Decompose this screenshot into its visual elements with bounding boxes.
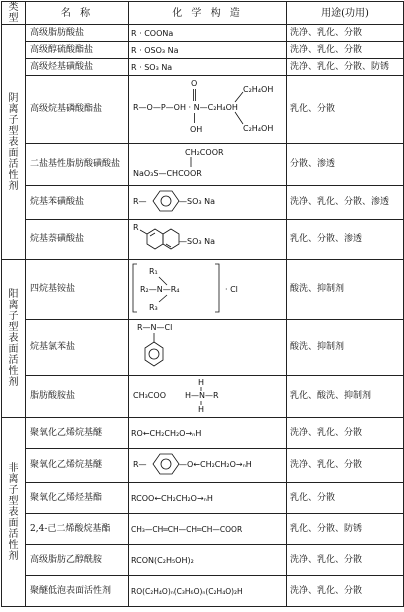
svg-text:R₂—N—R₄: R₂—N—R₄ (140, 285, 180, 294)
row-use: 洗净、乳化、分散 (287, 545, 404, 576)
row-structure: RCON(C₂H₅OH)₂ (129, 545, 287, 576)
row-use: 乳化、分散 (287, 483, 404, 514)
table-row (2, 320, 404, 376)
table-row (2, 376, 404, 418)
row-structure (129, 320, 287, 376)
naphthalene-structure (131, 220, 285, 256)
svg-text:R—: R— (133, 197, 147, 206)
svg-text:NaO₃S—CHCOOR: NaO₃S—CHCOOR (133, 169, 202, 178)
row-structure (129, 220, 287, 260)
benzene-ring-icon (153, 191, 179, 211)
row-use: 洗净、乳化、分散 (287, 418, 404, 449)
row-use: 洗净、乳化、分散、渗透 (287, 186, 404, 220)
row-structure (129, 186, 287, 220)
header-type: 类型 (2, 2, 26, 25)
header-row (2, 2, 404, 25)
alkylbenzene-structure (131, 186, 285, 216)
svg-text:—SO₃ Na: —SO₃ Na (179, 197, 216, 206)
row-name: 2,4-己二烯酸烷基酯 (26, 514, 129, 545)
header-structure: 化 学 构 造 (129, 2, 287, 25)
row-structure: R · OSO₃ Na (129, 42, 287, 59)
row-structure (129, 76, 287, 144)
row-use: 洗净、乳化、分散 (287, 576, 404, 607)
row-use: 洗净、乳化、分散、防锈 (287, 59, 404, 76)
table-row (2, 514, 404, 545)
table-row (2, 545, 404, 576)
svg-text:—O←CH₂CH₂O→ₙH: —O←CH₂CH₂O→ₙH (179, 460, 252, 469)
svg-text:H—N—R: H—N—R (185, 391, 219, 400)
svg-text:—SO₃ Na: —SO₃ Na (179, 237, 216, 246)
row-structure: CH₃—CH═CH—CH═CH—COOR (129, 514, 287, 545)
benzene-ring-icon (153, 454, 179, 474)
svg-text:R—: R— (133, 460, 147, 469)
table-row (2, 483, 404, 514)
row-use: 乳化、酸洗、抑制剂 (287, 376, 404, 418)
row-name: 高级醇硫酸酯盐 (26, 42, 129, 59)
benzene-ring-icon (145, 342, 163, 366)
row-use: 洗净、乳化、分散 (287, 449, 404, 483)
fatty-amine-salt-structure (131, 376, 285, 414)
row-name: 烷基萘磺酸盐 (26, 220, 129, 260)
table-row (2, 186, 404, 220)
table-row (2, 59, 404, 76)
row-name: 高级脂肪酸盐 (26, 25, 129, 42)
table-row (2, 418, 404, 449)
svg-text:R—O—P—OH · N—C₂H₄OH: R—O—P—OH · N—C₂H₄OH (133, 103, 238, 112)
svg-text:O: O (191, 79, 198, 88)
svg-text:C₂H₄OH: C₂H₄OH (243, 85, 274, 94)
row-use: 分散、渗透 (287, 144, 404, 186)
row-use: 乳化、分散、防锈 (287, 514, 404, 545)
row-name: 四烷基铵盐 (26, 260, 129, 320)
header-name: 名 称 (26, 2, 129, 25)
table-row (2, 260, 404, 320)
svg-text:· Cl: · Cl (225, 285, 238, 294)
svg-text:R₁: R₁ (149, 267, 158, 276)
surfactant-table (1, 1, 404, 607)
table-row (2, 42, 404, 59)
header-use: 用途(功用) (287, 2, 404, 25)
group-cationic: 阳离子型表面活性剂 (2, 260, 26, 418)
svg-text:H: H (198, 378, 205, 387)
row-use: 洗净、乳化、分散 (287, 42, 404, 59)
svg-text:H: H (198, 405, 205, 414)
svg-text:R—N—Cl: R—N—Cl (137, 323, 173, 332)
svg-text:CH₂COOR: CH₂COOR (185, 148, 224, 157)
svg-text:OH: OH (190, 125, 203, 134)
table-row (2, 25, 404, 42)
row-name: 聚氧化乙烯烷基醚 (26, 449, 129, 483)
svg-text:CH₃COO: CH₃COO (133, 391, 166, 400)
svg-text:R₃: R₃ (149, 303, 158, 312)
row-name: 高级烷基磷酸酯盐 (26, 76, 129, 144)
table-row (2, 220, 404, 260)
svg-text:C₂H₄OH: C₂H₄OH (243, 124, 274, 133)
sulfosuccinate-structure (131, 144, 285, 182)
group-nonionic: 非离子型表面活性剂 (2, 418, 26, 607)
row-name: 烷基氯苯盐 (26, 320, 129, 376)
table-row (2, 576, 404, 607)
row-name: 高级脂肪乙醇酰胺 (26, 545, 129, 576)
row-name: 烷基苯磺酸盐 (26, 186, 129, 220)
row-structure (129, 449, 287, 483)
row-name: 高级烃基磺酸盐 (26, 59, 129, 76)
phosphate-ester-structure (131, 76, 285, 140)
row-name: 脂肪酸胺盐 (26, 376, 129, 418)
row-use: 乳化、分散、渗透 (287, 220, 404, 260)
row-structure: R · COONa (129, 25, 287, 42)
row-name: 聚氧化乙烯烃基酯 (26, 483, 129, 514)
group-anionic: 阴离子型表面活性剂 (2, 25, 26, 260)
quaternary-ammonium-structure (131, 260, 285, 316)
row-name: 二盐基性脂肪酸磺酸盐 (26, 144, 129, 186)
table-row (2, 76, 404, 144)
row-structure: RO(C₂H₄O)ₙ(C₃H₆O)ₙ(C₂H₄O)₂H (129, 576, 287, 607)
row-structure (129, 260, 287, 320)
row-structure: R · SO₃ Na (129, 59, 287, 76)
row-structure: RO←CH₂CH₂O→ₙH (129, 418, 287, 449)
row-name: 聚醚低泡表面活性剂 (26, 576, 129, 607)
row-structure (129, 144, 287, 186)
svg-text:R: R (133, 223, 139, 232)
row-use: 洗净、乳化、分散 (287, 25, 404, 42)
row-use: 酸洗、抑制剂 (287, 260, 404, 320)
row-use: 乳化、分散 (287, 76, 404, 144)
row-structure (129, 376, 287, 418)
table-row (2, 144, 404, 186)
alkylphenol-ether-structure (131, 449, 285, 479)
row-structure: RCOO←CH₂CH₂O→ₙH (129, 483, 287, 514)
row-use: 酸洗、抑制剂 (287, 320, 404, 376)
anilinium-structure (131, 320, 285, 372)
naphthalene-ring-icon (147, 229, 163, 249)
row-name: 聚氧化乙烯烷基醚 (26, 418, 129, 449)
table-row (2, 449, 404, 483)
